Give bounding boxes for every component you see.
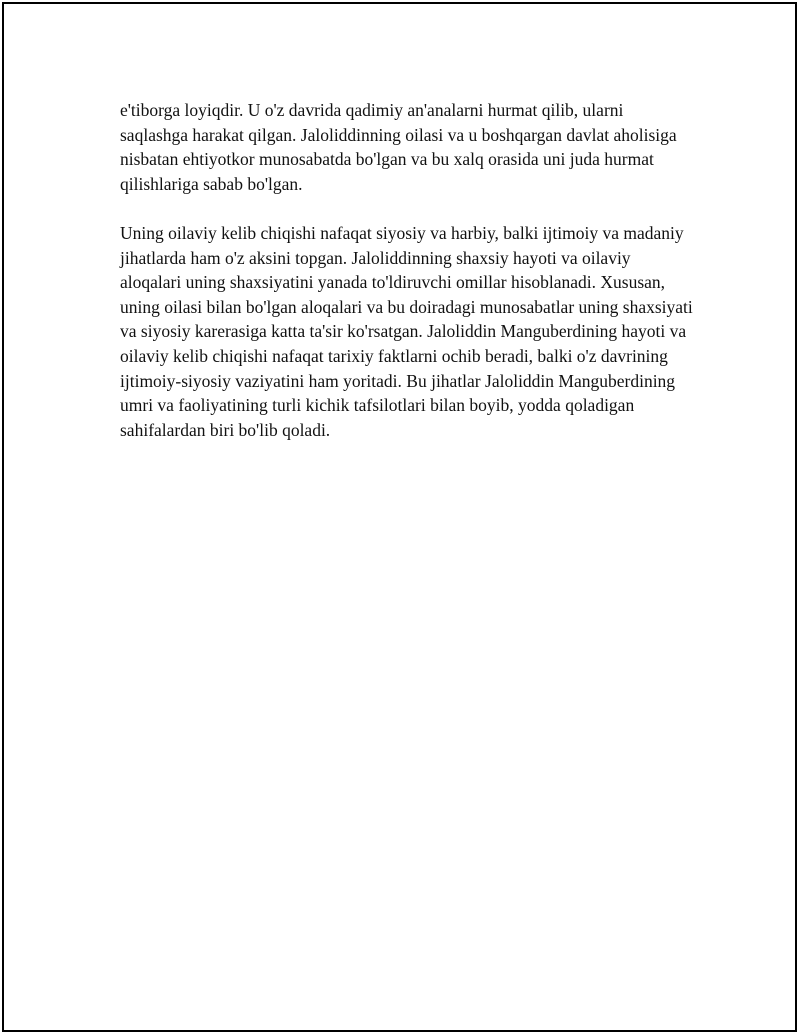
page-body: [120, 98, 695, 467]
document-page: [2, 2, 797, 1032]
paragraph-2: Uning oilaviy kelib chiqishi nafaqat siyosiy va harbiy, balki ijtimoiy va madaniy jihatlarda ham o'z aksini topgan. Jaloliddinning shaxsiy hayoti va oilaviy aloqalari uning shaxsiyatini yanada to'ldiruvchi omillar hisoblanadi. Xususan, uning oilasi bilan bo'lgan aloqalari va bu doiradagi munosabatlar uning shaxsiyati va siyosiy karerasiga katta ta'sir ko'rsatgan. Jaloliddin Manguberdining hayoti va oilaviy kelib chiqishi nafaqat tarixiy faktlarni ochib beradi, balki o'z davrining ijtimoiy-siyosiy vaziyatini ham yoritadi. Bu jihatlar Jaloliddin Manguberdining umri va faoliyatining turli kichik tafsilotlari bilan boyib, yodda qoladigan sahifalardan biri bo'lib qoladi.: [120, 222, 693, 440]
paragraph-1: e'tiborga loyiqdir. U o'z davrida qadimiy an'analarni hurmat qilib, ularni saqlashga harakat qilgan. Jaloliddinning oilasi va u boshqargan davlat aholisiga nisbatan ehtiyotkor munosabatda bo'lgan va bu xalq orasida uni juda hurmat qilishlariga sabab bo'lgan.: [120, 100, 677, 194]
